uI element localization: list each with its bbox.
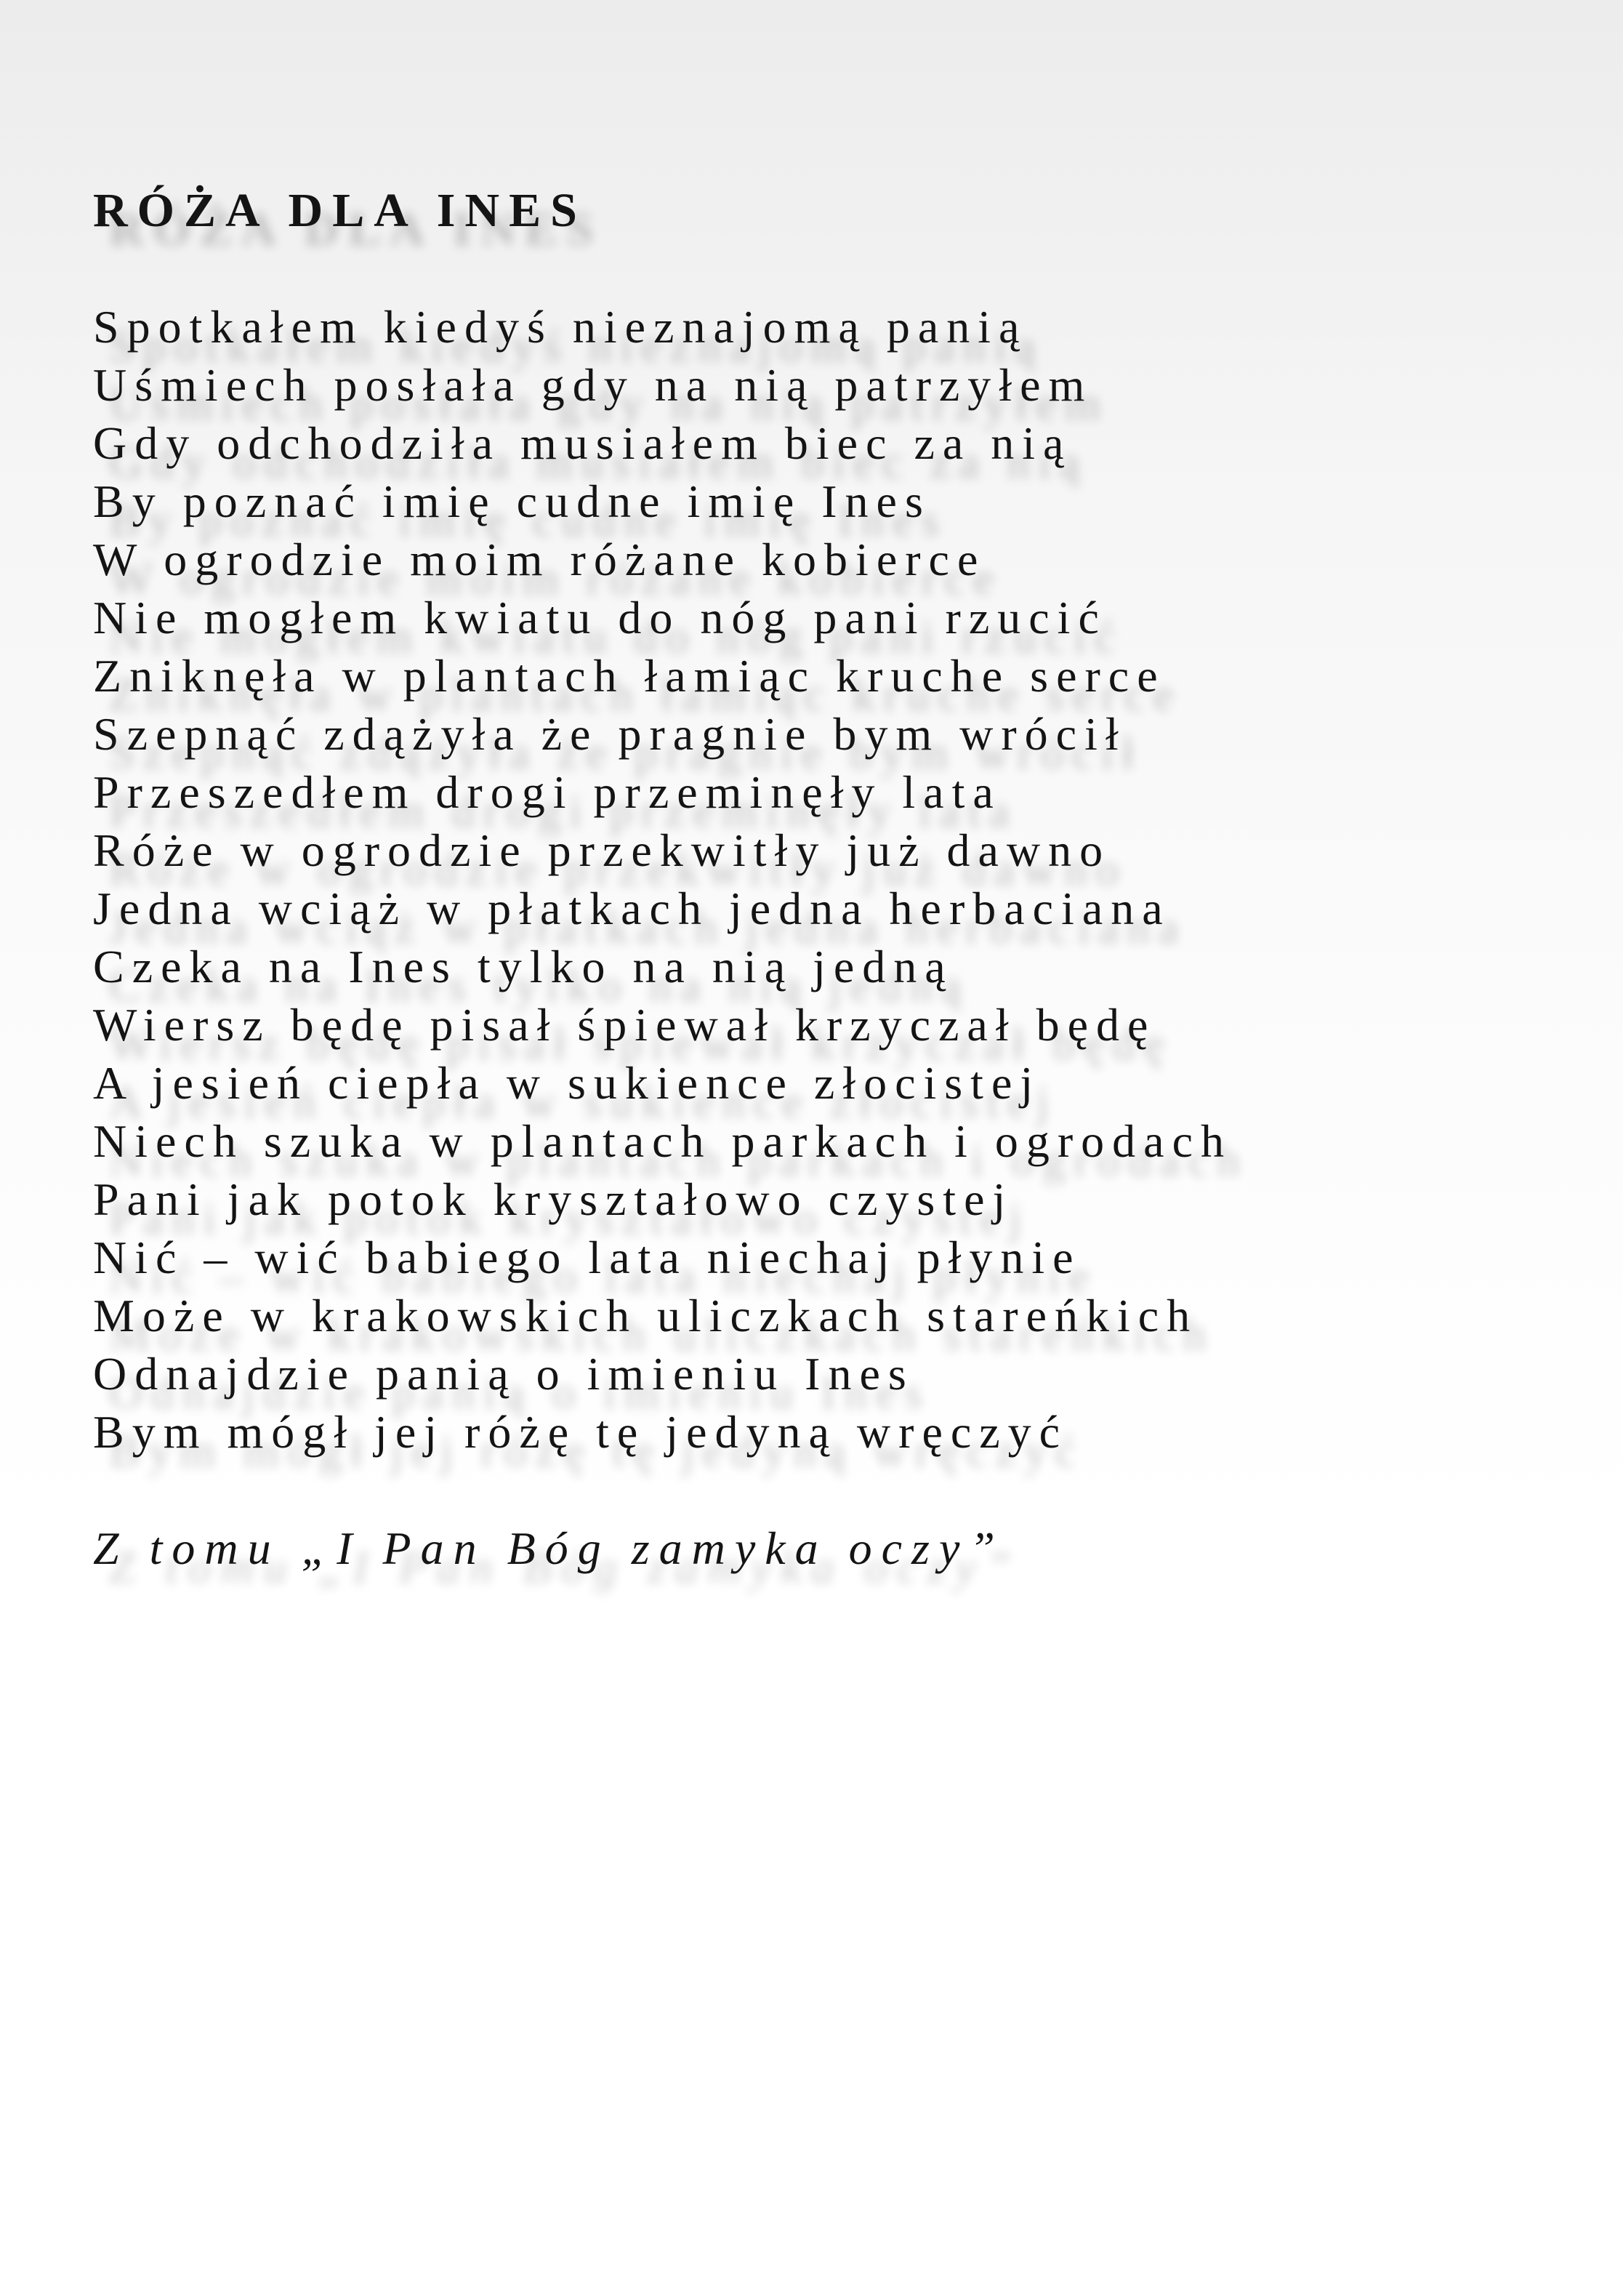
poem-title: RÓŻA DLA INES <box>93 184 587 237</box>
poem-line: Gdy odchodziła musiałem biec za nią <box>93 417 1072 469</box>
poem-line: Nie mogłem kwiatu do nóg pani rzucić <box>93 592 1107 643</box>
poem-line: Może w krakowskich uliczkach stareńkich <box>93 1290 1199 1341</box>
poem-line: Jedna wciąż w płatkach jedna herbaciana <box>93 883 1171 934</box>
poem-line: Róże w ogrodzie przekwitły już dawno <box>93 824 1111 876</box>
poem-line: Bym mógł jej różę tę jedyną wręczyć <box>93 1406 1068 1458</box>
poem-line: Uśmiech posłała gdy na nią patrzyłem <box>93 359 1093 411</box>
poem-line: Niech szuka w plantach parkach i ogrodach <box>93 1115 1232 1167</box>
poem-line: Spotkałem kiedyś nieznajomą panią <box>93 301 1028 353</box>
poem-line: Nić – wić babiego lata niechaj płynie <box>93 1232 1082 1283</box>
poem-line: By poznać imię cudne imię Ines <box>93 475 931 527</box>
poem-body <box>93 298 1232 1461</box>
source-note: Z tomu „I Pan Bóg zamyka oczy” <box>93 1522 1004 1574</box>
poem-line: Wiersz będę pisał śpiewał krzyczał będę <box>93 999 1156 1051</box>
poem-line: Szepnąć zdążyła że pragnie bym wrócił <box>93 708 1127 760</box>
poem-line: W ogrodzie moim różane kobierce <box>93 534 986 585</box>
poem-page <box>93 0 1532 2296</box>
poem-line: Odnajdzie panią o imieniu Ines <box>93 1348 914 1400</box>
poem-line: Przeszedłem drogi przeminęły lata <box>93 766 1002 818</box>
poem-line: Pani jak potok kryształowo czystej <box>93 1173 1014 1225</box>
poem-line: Zniknęła w plantach łamiąc kruche serce <box>93 650 1166 702</box>
poem-line: A jesień ciepła w sukience złocistej <box>93 1057 1042 1109</box>
poem-line: Czeka na Ines tylko na nią jedną <box>93 941 954 992</box>
